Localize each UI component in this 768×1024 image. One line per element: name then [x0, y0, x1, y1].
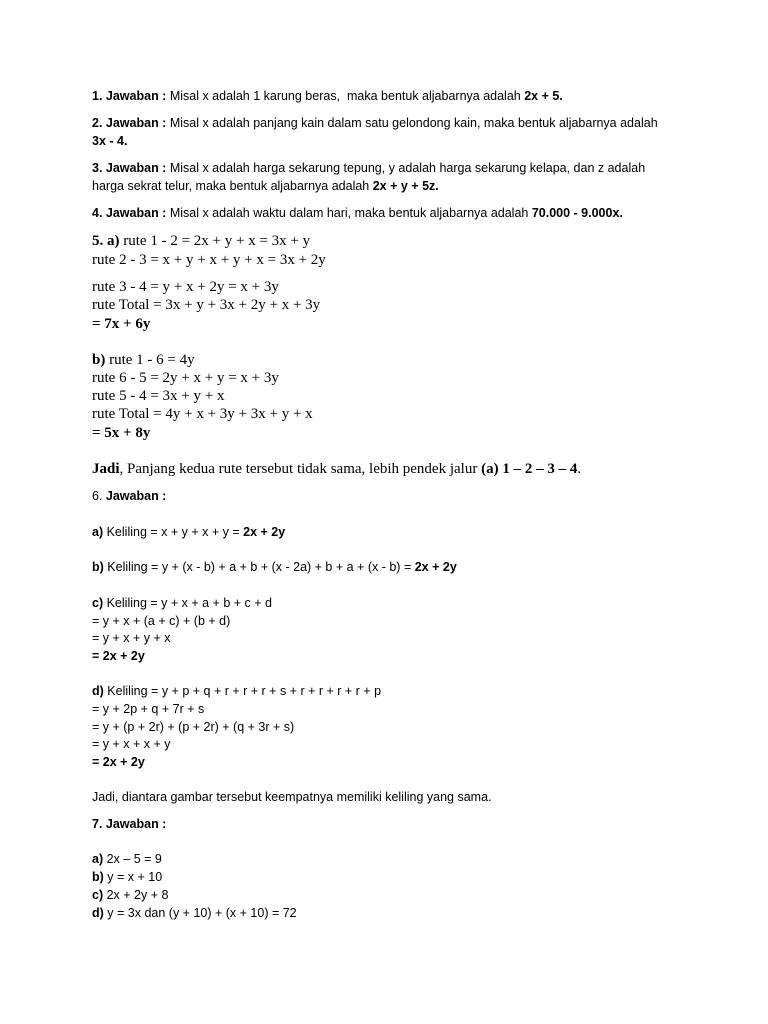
q5-conclusion-end: . [577, 461, 582, 477]
q7b-label: b) [92, 870, 104, 884]
q7a-label: a) [92, 852, 104, 866]
q3-text: Misal x adalah harga sekarung tepung, y adalah harga sekarung kelapa, dan z adalah [166, 161, 646, 175]
q6c-text-3: = y + x + y + x [92, 631, 171, 645]
q6b-text: Keliling = y + (x - b) + a + b + (x - 2a) + b + a + (x - b) = [103, 560, 415, 574]
q7c-line [92, 886, 168, 904]
q1-line [92, 87, 563, 105]
q7a-line [92, 850, 162, 868]
q3-label: 3. Jawaban : [92, 161, 167, 175]
q4-label: 4. Jawaban : [92, 206, 167, 220]
q7d-line [92, 904, 297, 922]
q6c-line-1 [92, 594, 272, 612]
q6d-text-4: = y + x + x + y [92, 737, 171, 751]
q6d-answer: = 2x + 2y [92, 755, 145, 769]
q5a-line-1 [92, 232, 310, 251]
q7b-line [92, 868, 162, 886]
q6-label: Jawaban : [105, 489, 167, 503]
q6c-label: c) [92, 596, 104, 610]
q5a-rute-1: rute 1 - 2 = 2x + y + x = 3x + y [119, 233, 311, 249]
q6c-text-2: = y + x + (a + c) + (b + d) [92, 614, 231, 628]
q5a-rute-2: rute 2 - 3 = x + y + x + y + x = 3x + 2y [92, 252, 326, 268]
q2-answer-line [92, 132, 127, 150]
q6a-answer: 2x + 2y [243, 525, 286, 539]
q7a-text: 2x – 5 = 9 [103, 852, 162, 866]
q6c-answer: = 2x + 2y [92, 649, 145, 663]
q3-line-2 [92, 177, 439, 195]
q7b-text: y = x + 10 [103, 870, 163, 884]
q6b-label: b) [92, 560, 104, 574]
q1-answer: 2x + 5. [524, 89, 563, 103]
q5b-line-1 [92, 351, 195, 370]
q3-line [92, 159, 645, 177]
q7-label: 7. Jawaban : [92, 817, 167, 831]
q5a-result: = 7x + 6y [92, 316, 151, 332]
q2-label: 2. Jawaban : [92, 116, 167, 130]
q5a-rute-total: rute Total = 3x + y + 3x + 2y + x + 3y [92, 297, 321, 313]
q7d-label: d) [92, 906, 104, 920]
q5-conclusion [92, 460, 581, 479]
q6d-text-2: = y + 2p + q + 7r + s [92, 702, 205, 716]
q2-answer: 3x - 4. [92, 134, 128, 148]
q6-heading [92, 487, 166, 505]
q6-conclusion: Jadi, diantara gambar tersebut keempatnya memiliki keliling yang sama. [92, 790, 492, 804]
q6d-text-3: = y + (p + 2r) + (p + 2r) + (q + 3r + s) [92, 720, 295, 734]
q3-answer: 2x + y + 5z. [372, 179, 439, 193]
q5b-label: b) [92, 352, 106, 368]
q2-line [92, 114, 658, 132]
q6b-answer: 2x + 2y [414, 560, 457, 574]
q7c-text: 2x + 2y + 8 [103, 888, 169, 902]
q6d-text-1: Keliling = y + p + q + r + r + r + s + r + r + r + r + p [103, 684, 382, 698]
q5a-label: 5. a) [92, 233, 120, 249]
q7d-text: y = 3x dan (y + 10) + (x + 10) = 72 [103, 906, 297, 920]
q7c-label: c) [92, 888, 104, 902]
q5b-result: = 5x + 8y [92, 425, 151, 441]
q6a-label: a) [92, 525, 104, 539]
q6d-line-1 [92, 682, 381, 700]
q5b-rute-3: rute 5 - 4 = 3x + y + x [92, 388, 225, 404]
q6-number: 6. [92, 489, 106, 503]
q5-conclusion-text: , Panjang kedua rute tersebut tidak sama, lebih pendek jalur [119, 461, 482, 477]
q6a-text: Keliling = x + y + x + y = [103, 525, 244, 539]
q6c-text-1: Keliling = y + x + a + b + c + d [103, 596, 272, 610]
q5b-rute-total: rute Total = 4y + x + 3y + 3x + y + x [92, 406, 313, 422]
q1-label: 1. Jawaban : [92, 89, 167, 103]
q5-conclusion-route: (a) 1 – 2 – 3 – 4 [481, 461, 578, 477]
q3-text-2: harga sekrat telur, maka bentuk aljabarnya adalah [92, 179, 373, 193]
q4-line [92, 204, 623, 222]
q2-text: Misal x adalah panjang kain dalam satu gelondong kain, maka bentuk aljabarnya adalah [166, 116, 658, 130]
q5a-rute-3: rute 3 - 4 = y + x + 2y = x + 3y [92, 279, 279, 295]
q5b-rute-1: rute 1 - 6 = 4y [105, 352, 195, 368]
q6d-label: d) [92, 684, 104, 698]
q4-answer: 70.000 - 9.000x. [531, 206, 623, 220]
q6a-line [92, 523, 285, 541]
q1-text: Misal x adalah 1 karung beras, maka bentuk aljabarnya adalah [166, 89, 525, 103]
q4-text: Misal x adalah waktu dalam hari, maka bentuk aljabarnya adalah [166, 206, 532, 220]
q6b-line [92, 558, 457, 576]
q5b-rute-2: rute 6 - 5 = 2y + x + y = x + 3y [92, 370, 279, 386]
q5-jadi: Jadi [92, 461, 120, 477]
